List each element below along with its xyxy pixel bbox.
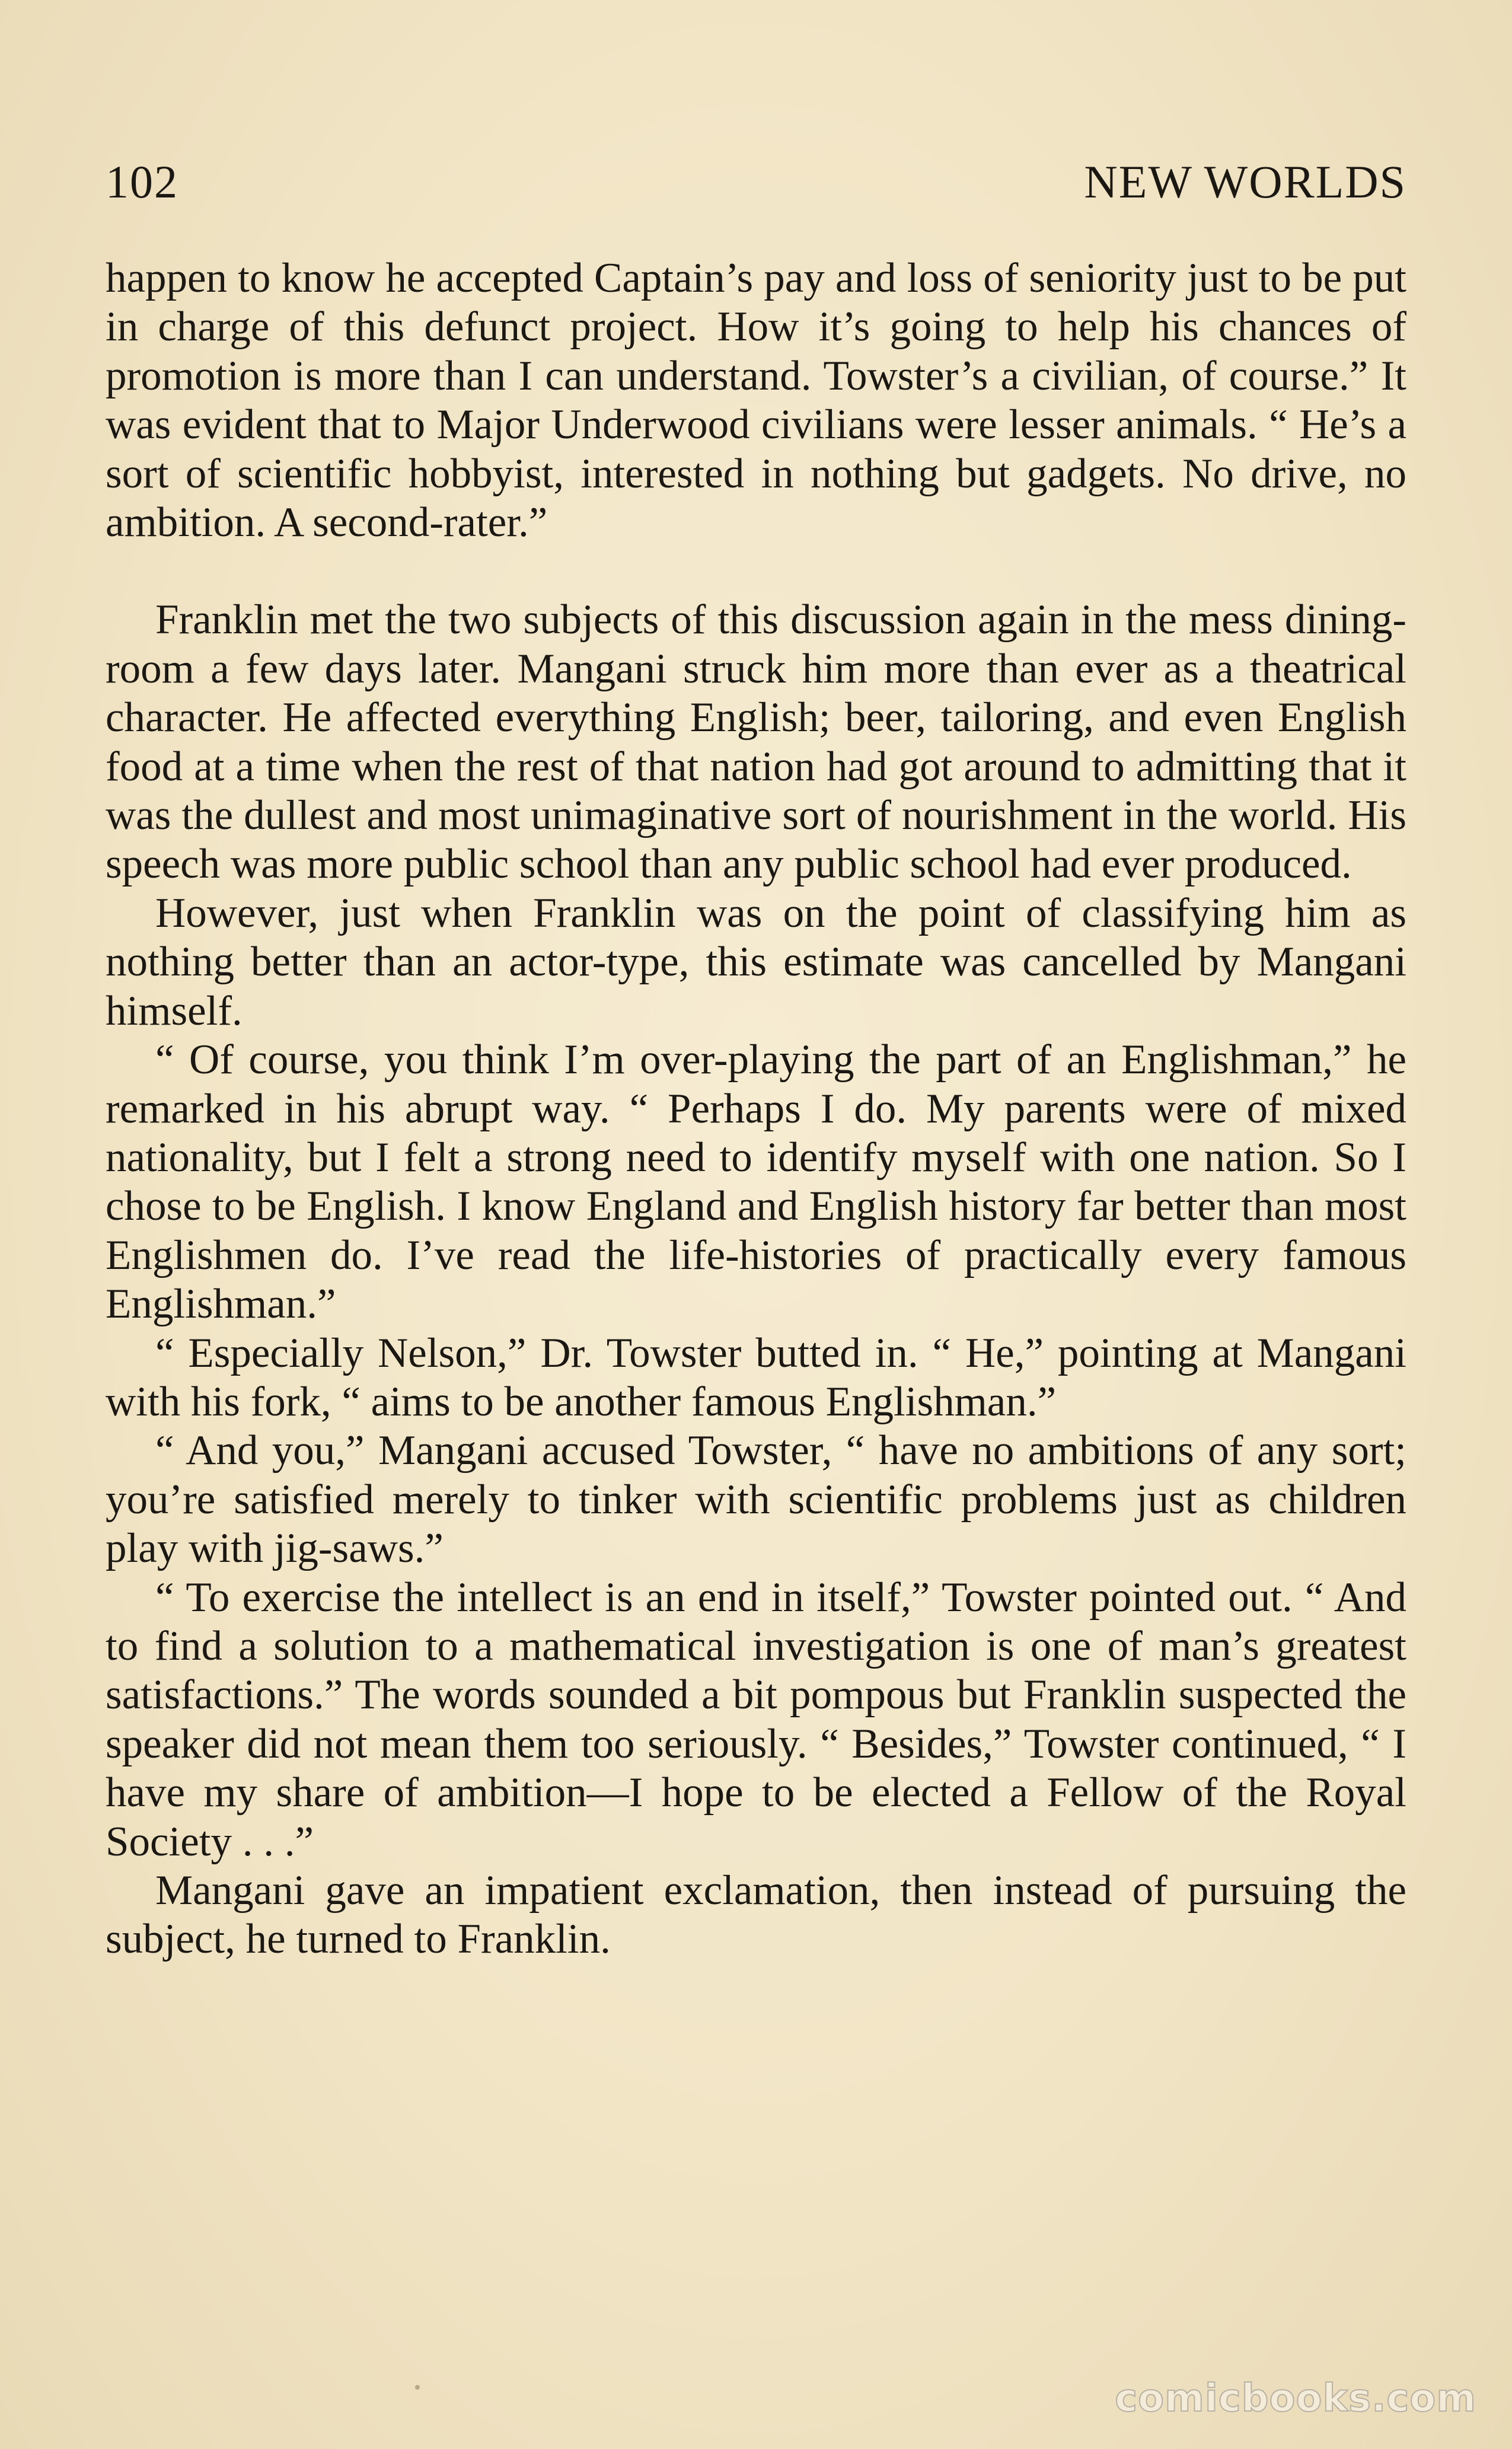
paragraph: “ To exercise the intellect is an end in itself,” Towster pointed out. “ And to find a solution to a mathematical investigation is one of man’s greatest satisfactions.” The words sounded a bit pompous but Franklin suspected the speaker did not mean them too seriously. “ Besides,” Towster continued, “ I have my share of ambition—I hope to be elected a Fellow of the Royal Society . . .” [106, 1574, 1406, 1865]
watermark: comicbooks.com [1115, 2377, 1476, 2421]
page-header [106, 155, 1406, 221]
paragraph: “ Especially Nelson,” Dr. Towster butted in. “ He,” pointing at Mangani with his fork, “ aims to be another famous Englishman.” [106, 1329, 1406, 1425]
paragraph: “ Of course, you think I’m over-playing the part of an Englishman,” he remarked in his abrupt way. “ Perhaps I do. My parents were of mixed nationality, but I felt a strong need to identify myself with one nation. So I chose to be English. I know England and English history far better than most Englishmen do. I’ve read the life-histories of practically every famous Englishman.” [106, 1037, 1406, 1328]
paragraph: “ And you,” Mangani accused Towster, “ have no ambitions of any sort; you’re satisfied merely to tinker with scientific problems just as children play with jig-saws.” [106, 1427, 1406, 1572]
paper-speck [415, 2385, 420, 2390]
paragraph: However, just when Franklin was on the point of classifying him as nothing better than an actor-type, this estimate was cancelled by Mangani himself. [106, 889, 1406, 1034]
body-text [106, 254, 1406, 1964]
running-head: NEW WORLDS [1084, 156, 1406, 208]
paragraph: Mangani gave an impatient exclamation, then instead of pursuing the subject, he turned to Franklin. [106, 1867, 1406, 1963]
paragraph: happen to know he accepted Captain’s pay and loss of seniority just to be put in charge of this defunct project. How it’s going to help his chances of promotion is more than I can understand. Towster’s a civilian, of course.” It was evident that to Major Underwood civilians were lesser animals. “ He’s a sort of scientific hobbyist, interested in nothing but gadgets. No drive, no ambition. A second-rater.” [106, 255, 1406, 546]
paragraph: Franklin met the two subjects of this discussion again in the mess dining-room a few days later. Mangani struck him more than ever as a theatrical character. He affected everything English; beer, tailoring, and even English food at a time when the rest of that nation had got around to admitting that it was the dullest and most unimaginative sort of nourishment in the world. His speech was more public school than any public school had ever produced. [106, 597, 1406, 888]
page-number: 102 [106, 156, 178, 208]
